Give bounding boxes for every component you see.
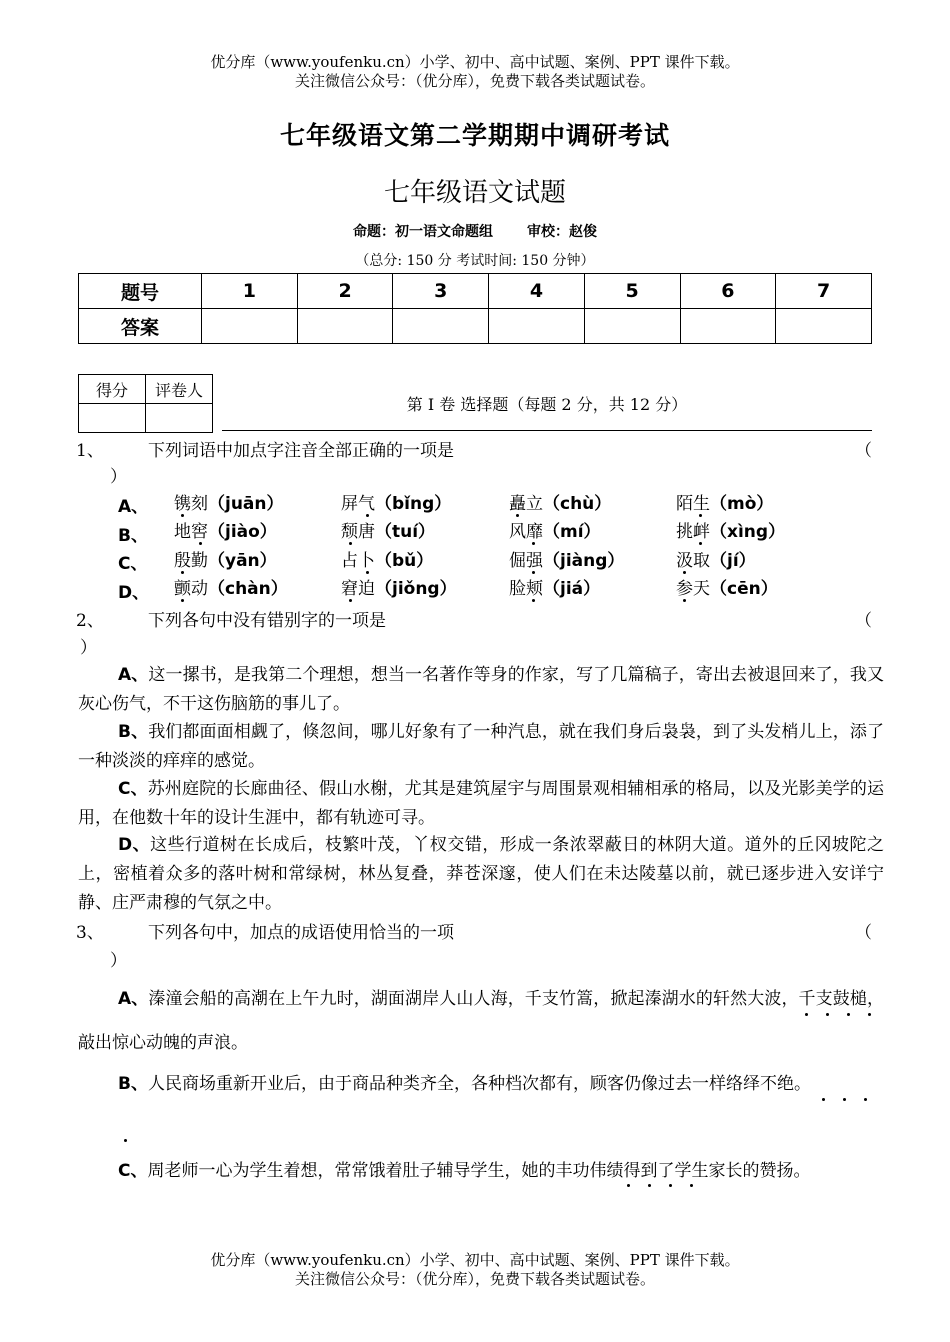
emphasis-dot — [124, 1139, 127, 1142]
answer-table-header-row — [79, 274, 872, 309]
byline — [0, 221, 950, 241]
score-info: （总分: 150 分 考试时间: 150 分钟） — [355, 253, 595, 269]
option-item: 风靡（mí） — [509, 522, 601, 542]
option-label: A、 — [118, 665, 149, 685]
option-label: D、 — [118, 583, 150, 603]
option-item: 参天（cēn） — [676, 579, 778, 599]
option-item: 倔强（jiàng） — [509, 551, 625, 571]
emphasis-dot — [699, 542, 702, 545]
option-item: 汲取（jí） — [676, 551, 756, 571]
author: 命题：初一语文命题组 — [353, 224, 493, 240]
option-label: A、 — [118, 989, 149, 1009]
answer-table-answer-row — [79, 309, 872, 344]
option-text: 人民商场重新开业后，由于商品种类齐全，各种档次都有，顾客仍像过去一样络绎不绝。 — [147, 1074, 811, 1094]
option-paragraph — [78, 775, 884, 833]
score-label: 得分 — [79, 375, 146, 404]
reviewer: 审校：赵俊 — [527, 224, 597, 240]
emphasis-dot — [366, 571, 369, 574]
option-item: 颤动（chàn） — [174, 579, 288, 599]
option-label: C、 — [118, 779, 148, 799]
option-item: 殷勤（yān） — [174, 551, 277, 571]
option-item: 屏气（bǐng） — [341, 494, 452, 514]
col-6: 6 — [680, 274, 776, 309]
col-7: 7 — [776, 274, 872, 309]
answer-table — [78, 273, 872, 344]
banner-line-2: 关注微信公众号：（优分库），免费下载各类试题试卷。 — [294, 1270, 655, 1288]
option-text: 周老师一心为学生着想，常常饿着肚子辅导学生，她的丰功伟绩得到了学生家长的赞扬。 — [147, 1161, 811, 1181]
section-title: 第 I 卷 选择题（每题 2 分，共 12 分） — [406, 395, 688, 414]
grader-box — [78, 374, 213, 433]
emphasis-dot — [669, 1184, 672, 1187]
emphasis-dot — [864, 1098, 867, 1101]
question-text: 下列各句中没有错别字的一项是 — [148, 611, 386, 631]
emphasis-dot — [699, 514, 702, 517]
answer-cell[interactable] — [489, 309, 585, 344]
answer-cell[interactable] — [393, 309, 489, 344]
question-text: 下列各句中，加点的成语使用恰当的一项 — [148, 923, 454, 943]
answer-cell[interactable] — [680, 309, 776, 344]
emphasis-dot — [627, 1184, 630, 1187]
col-2: 2 — [297, 274, 393, 309]
answer-paren: （ — [855, 923, 872, 943]
answer-cell[interactable] — [584, 309, 680, 344]
answer-paren: （ — [855, 441, 872, 461]
question-text: 下列词语中加点字注音全部正确的一项是 — [148, 441, 454, 461]
option-item: 地窖（jiào） — [174, 522, 277, 542]
emphasis-dot — [532, 542, 535, 545]
banner-line-1: 优分库（www.youfenku.cn）小学、初中、高中试题、案例、PPT 课件下载。 — [210, 1251, 740, 1269]
answer-paren-close: ） — [110, 467, 127, 487]
option-item: 挑衅（xìng） — [676, 522, 786, 542]
score-cell[interactable] — [79, 404, 146, 433]
section-divider — [222, 430, 872, 431]
option-label: D、 — [118, 835, 151, 855]
banner-line-2: 关注微信公众号：（优分库），免费下载各类试题试卷。 — [294, 72, 655, 90]
emphasis-dot — [805, 1013, 808, 1016]
answer-cell[interactable] — [202, 309, 298, 344]
row-label-question: 题号 — [79, 274, 202, 309]
option-item: 矗立（chù） — [509, 494, 612, 514]
answer-paren-close: ） — [110, 951, 127, 971]
answer-cell[interactable] — [297, 309, 393, 344]
option-paragraph — [78, 831, 884, 918]
emphasis-dot — [516, 514, 519, 517]
option-label: C、 — [118, 1161, 148, 1181]
exam-title: 七年级语文第二学期期中调研考试 — [279, 121, 670, 150]
answer-paren-close: ） — [80, 638, 97, 658]
col-4: 4 — [489, 274, 585, 309]
emphasis-dot — [181, 571, 184, 574]
option-item: 颓唐（tuí） — [341, 522, 436, 542]
emphasis-dot — [349, 599, 352, 602]
emphasis-dot — [822, 1098, 825, 1101]
top-banner — [0, 53, 950, 91]
emphasis-dot — [683, 599, 686, 602]
emphasis-dot — [181, 514, 184, 517]
option-paragraph — [78, 1062, 884, 1106]
col-5: 5 — [584, 274, 680, 309]
emphasis-dot — [868, 1013, 871, 1016]
option-paragraph — [78, 977, 884, 1065]
emphasis-dot — [349, 542, 352, 545]
option-paragraph — [78, 718, 884, 776]
col-1: 1 — [202, 274, 298, 309]
option-label: C、 — [118, 554, 148, 574]
answer-cell[interactable] — [776, 309, 872, 344]
option-text: 这一摞书，是我第二个理想，想当一名著作等身的作家，写了几篇稿子，寄出去被退回来了，我又灰心伤气，不干这伤脑筋的事儿了。 — [78, 665, 884, 714]
emphasis-dot — [847, 1013, 850, 1016]
emphasis-dot — [683, 571, 686, 574]
paper-subtitle: 七年级语文试题 — [383, 178, 566, 208]
option-text: 我们都面面相觑了，倏忽间，哪儿好象有了一种汽息，就在我们身后袅袅，到了头发梢儿上，添了一种淡淡的痒痒的感觉。 — [78, 722, 884, 771]
emphasis-dot — [532, 599, 535, 602]
option-label: A、 — [118, 497, 149, 517]
option-item: 占卜（bǔ） — [341, 551, 434, 571]
option-item: 窘迫（jiǒng） — [341, 579, 457, 599]
emphasis-dot — [648, 1184, 651, 1187]
question-number: 1、 — [76, 441, 104, 461]
option-paragraph — [78, 1149, 884, 1193]
question-number: 2、 — [76, 611, 104, 631]
emphasis-dot — [199, 542, 202, 545]
option-label: B、 — [118, 1074, 148, 1094]
option-label: B、 — [118, 722, 149, 742]
option-text: 溱潼会船的高潮在上午九时，湖面湖岸人山人海，千支竹篙，掀起溱湖水的轩然大波，千支鼓槌，敲出惊心动魄的声浪。 — [78, 989, 884, 1053]
grader-cell[interactable] — [146, 404, 213, 433]
row-label-answer: 答案 — [79, 309, 202, 344]
option-item: 脸颊（jiá） — [509, 579, 601, 599]
emphasis-dot — [366, 514, 369, 517]
emphasis-dot — [181, 599, 184, 602]
bottom-banner — [0, 1251, 950, 1289]
col-3: 3 — [393, 274, 489, 309]
option-item: 陌生（mò） — [676, 494, 774, 514]
option-text: 这些行道树在长成后，枝繁叶茂，丫杈交错，形成一条浓翠蔽日的林阴大道。道外的丘冈坡陀之上，密植着众多的落叶树和常绿树，林丛复叠，莽苍深邃，使人们在未达陵墓以前，就已逐步进入安详宁静、庄严肃穆的气氛之中。 — [78, 835, 884, 913]
option-text: 苏州庭院的长廊曲径、假山水榭，尤其是建筑屋宇与周围景观相辅相承的格局，以及光影美学的运用，在他数十年的设计生涯中，都有轨迹可寻。 — [78, 779, 884, 828]
emphasis-dot — [690, 1184, 693, 1187]
emphasis-dot — [826, 1013, 829, 1016]
emphasis-dot — [532, 571, 535, 574]
answer-paren: （ — [855, 611, 872, 631]
grader-label: 评卷人 — [146, 375, 213, 404]
banner-line-1: 优分库（www.youfenku.cn）小学、初中、高中试题、案例、PPT 课件下载。 — [210, 53, 740, 71]
option-item: 镌刻（juān） — [174, 494, 284, 514]
question-number: 3、 — [76, 923, 104, 943]
option-label: B、 — [118, 526, 148, 546]
option-paragraph — [78, 661, 884, 719]
emphasis-dot — [843, 1098, 846, 1101]
